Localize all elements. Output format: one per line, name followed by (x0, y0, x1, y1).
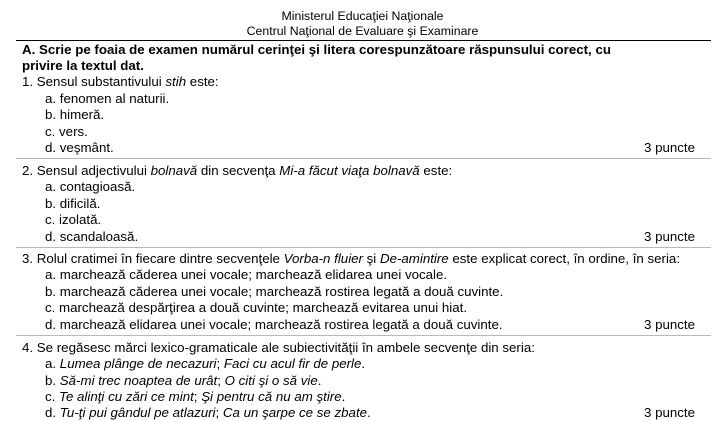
q2-option-b: b. dificilă. (45, 196, 101, 211)
q4-option-b: b. Să-mi trec noaptea de urât; O citi şi o să vie. (45, 373, 322, 388)
q1-separator (16, 158, 711, 159)
q2-points: 3 puncte (643, 229, 695, 244)
q4-option-a: a. Lumea plânge de necazuri; Faci cu acul fir de perle. (45, 356, 366, 371)
instruction-line-2: privire la textul dat. (22, 58, 144, 73)
q1-option-a: a. fenomen al naturii. (45, 91, 170, 106)
center-title: Centrul Naţional de Evaluare şi Examinare (246, 24, 479, 38)
q1-option-c: c. vers. (45, 124, 88, 139)
header-rule (16, 40, 711, 41)
q1-stem: 1. Sensul substantivului stih este: (22, 74, 219, 89)
q1-points: 3 puncte (643, 140, 695, 155)
q2-option-d: d. scandaloasă. (45, 229, 139, 244)
q3-option-c: c. marchează despărţirea a două cuvinte; marchează evitarea unui hiat. (45, 300, 468, 315)
q3-separator (16, 335, 711, 336)
q3-points: 3 puncte (643, 317, 695, 332)
instruction-line-1: A. Scrie pe foaia de examen numărul cerinţei şi litera corespunzătoare răspunsului corect, cu (22, 42, 611, 57)
q4-option-d: d. Tu-ţi pui gândul pe atlazuri; Ca un şarpe ce se zbate. (45, 405, 371, 420)
q2-option-c: c. izolată. (45, 212, 102, 227)
q3-option-b: b. marchează căderea unei vocale; marchează rostirea legată a două cuvinte. (45, 284, 504, 299)
q3-option-a: a. marchează căderea unei vocale; marchează elidarea unei vocale. (45, 267, 448, 282)
q2-option-a: a. contagioasă. (45, 179, 136, 194)
q2-separator (16, 247, 711, 248)
q3-stem: 3. Rolul cratimei în fiecare dintre secvenţele Vorba-n fluier şi De-amintire este explicat corect, în ordine, în seria: (22, 251, 681, 266)
q1-option-b: b. himeră. (45, 107, 105, 122)
q4-points: 3 puncte (643, 405, 695, 420)
q1-option-d: d. veşmânt. (45, 140, 114, 155)
ministry-title: Ministerul Educaţiei Naţionale (281, 9, 444, 23)
q2-stem: 2. Sensul adjectivului bolnavă din secvenţa Mi-a făcut viaţa bolnavă este: (22, 163, 453, 178)
q4-stem: 4. Se regăsesc mărci lexico-gramaticale ale subiectivităţii în ambele secvenţe din seria: (22, 340, 535, 355)
q4-option-c: c. Te alinţi cu zări ce mint; Şi pentru că nu am ştire. (45, 389, 346, 404)
q3-option-d: d. marchează elidarea unei vocale; marchează rostirea legată a două cuvinte. (45, 317, 503, 332)
